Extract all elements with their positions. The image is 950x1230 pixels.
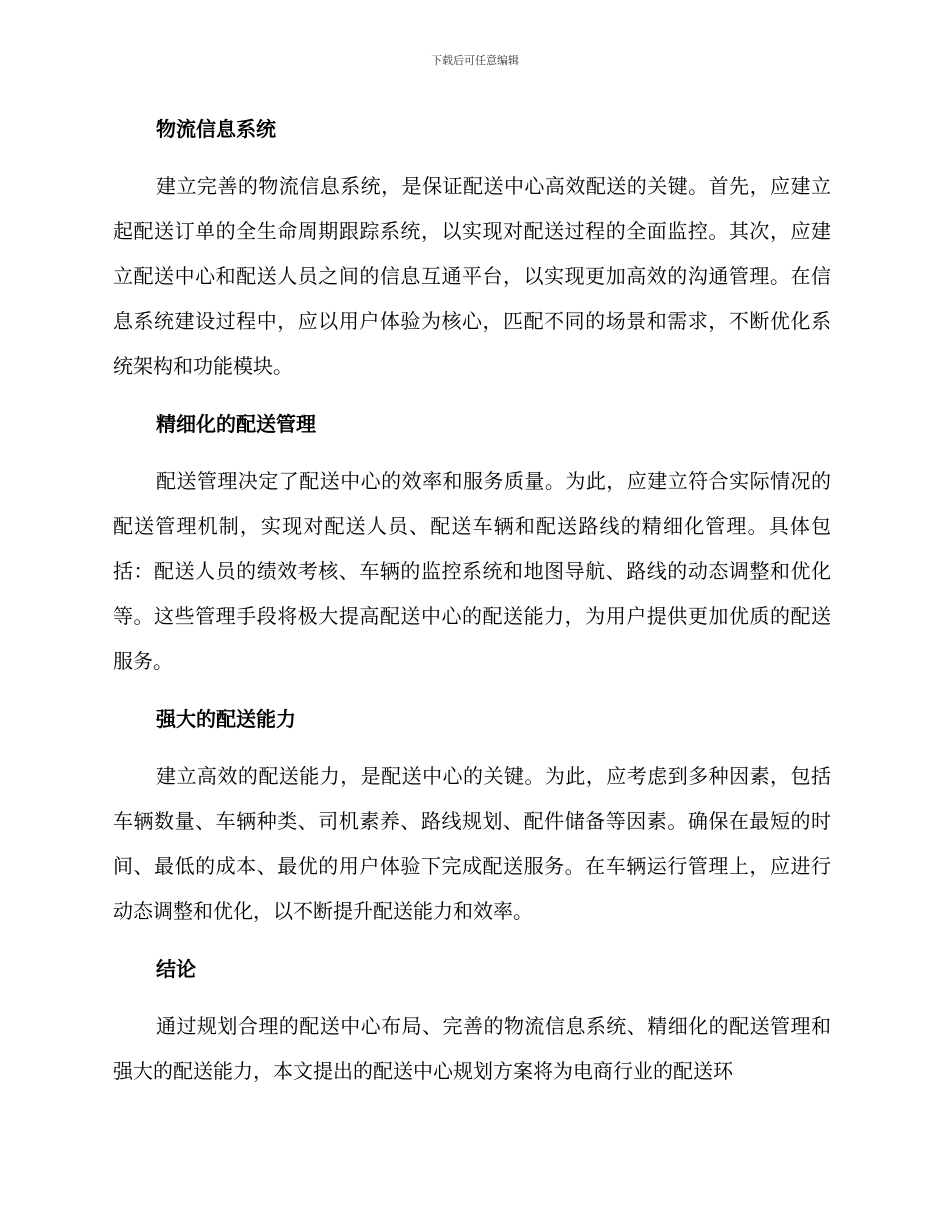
section-conclusion [113, 949, 831, 1094]
section-heading: 精细化的配送管理 [156, 412, 316, 436]
section-paragraph: 通过规划合理的配送中心布局、完善的物流信息系统、精细化的配送管理和强大的配送能力，本文提出的配送中心规划方案将为电商行业的配送环 [113, 1014, 831, 1083]
section-refined-delivery-management [113, 404, 831, 684]
section-logistics-info-system [113, 109, 831, 389]
section-paragraph: 配送管理决定了配送中心的效率和服务质量。为此，应建立符合实际情况的配送管理机制，实现对配送人员、配送车辆和配送路线的精细化管理。具体包括：配送人员的绩效考核、车辆的监控系统和地图导航、路线的动态调整和优化等。这些管理手段将极大提高配送中心的配送能力，为用户提供更加优质的配送服务。 [113, 469, 831, 673]
section-heading: 强大的配送能力 [156, 707, 296, 731]
section-paragraph: 建立完善的物流信息系统，是保证配送中心高效配送的关键。首先，应建立起配送订单的全生命周期跟踪系统，以实现对配送过程的全面监控。其次，应建立配送中心和配送人员之间的信息互通平台，以实现更加高效的沟通管理。在信息系统建设过程中，应以用户体验为核心，匹配不同的场景和需求，不断优化系统架构和功能模块。 [113, 174, 831, 378]
section-heading: 物流信息系统 [156, 117, 276, 141]
section-strong-delivery-capability [113, 699, 831, 934]
section-heading: 结论 [156, 957, 196, 981]
page-header: 下载后可任意编辑 [431, 54, 519, 67]
section-paragraph: 建立高效的配送能力，是配送中心的关键。为此，应考虑到多种因素，包括车辆数量、车辆种类、司机素养、路线规划、配件储备等因素。确保在最短的时间、最低的成本、最优的用户体验下完成配送服务。在车辆运行管理上，应进行动态调整和优化，以不断提升配送能力和效率。 [113, 764, 831, 923]
document-body [113, 109, 831, 1109]
